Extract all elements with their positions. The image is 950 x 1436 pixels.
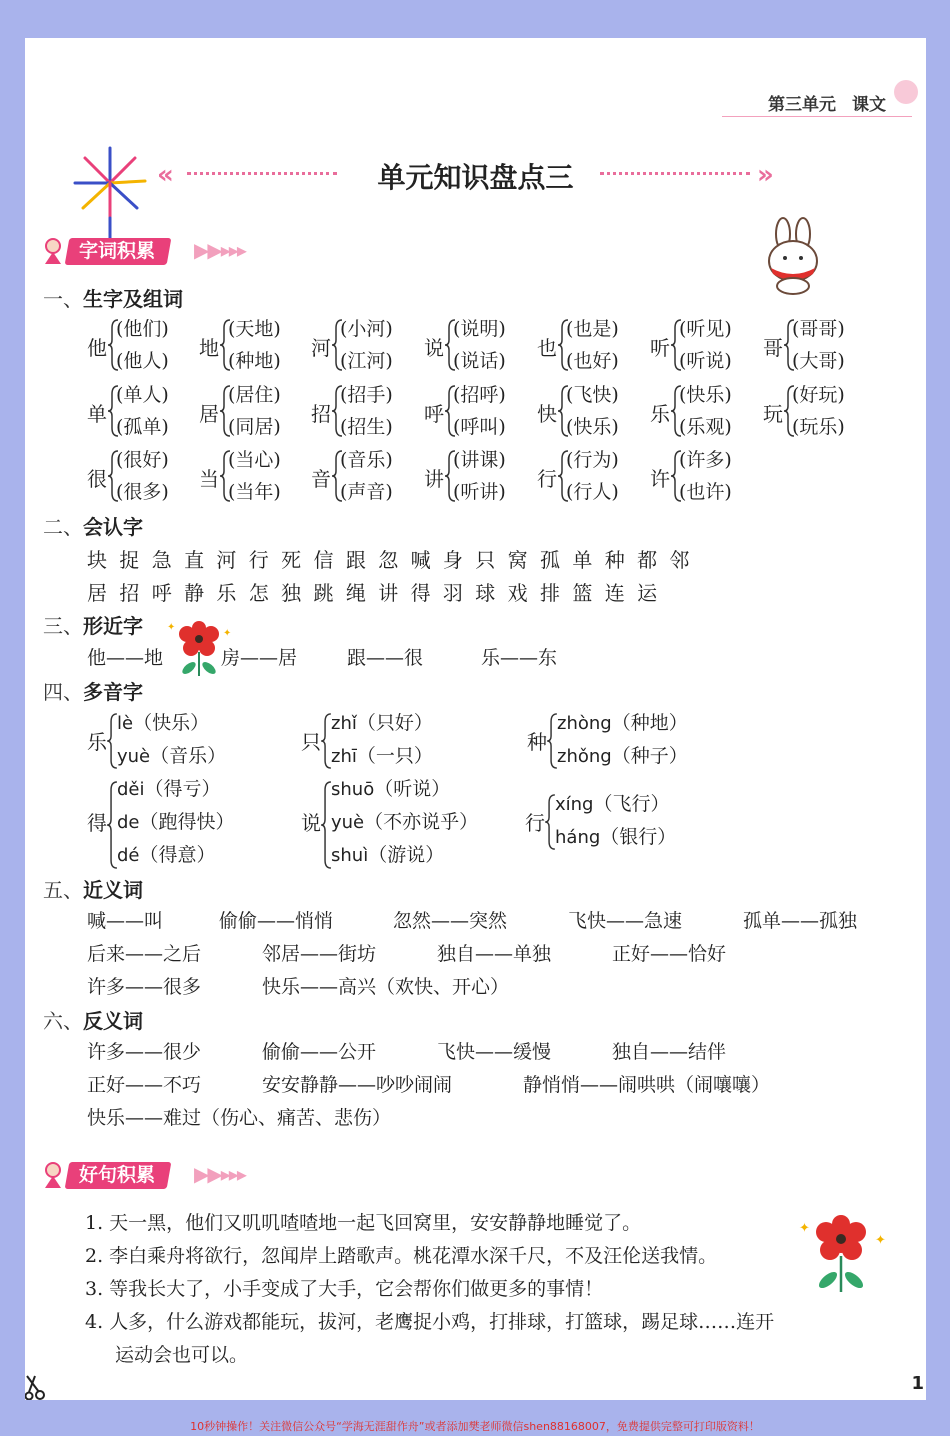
page — [25, 38, 926, 1400]
banner-word-label: 字词积累 — [79, 240, 156, 262]
header-decoration-icon — [894, 80, 918, 104]
antonym-pair: 快乐——难过（伤心、痛苦、悲伤） — [87, 1107, 392, 1129]
word-group: 乐 (快乐) (乐观) — [650, 384, 732, 438]
synonym-pair: 独自——单独 — [437, 943, 552, 965]
similar-chars-item: 房——居 — [221, 647, 298, 669]
similar-chars-item: 跟——很 — [347, 647, 424, 669]
antonym-pair: 独自——结伴 — [612, 1041, 727, 1063]
word-group: 单 (单人) (孤单) — [87, 384, 169, 438]
page-title: 单元知识盘点三 — [377, 161, 574, 194]
svg-text:✦: ✦ — [875, 1233, 886, 1248]
word-group: 他 (他们) (他人) — [87, 318, 169, 372]
title-dots-right — [600, 172, 750, 175]
antonym-pair: 许多——很少 — [87, 1041, 202, 1063]
banner-arrows-icon: ▶▶▸▸▸ — [194, 1162, 245, 1186]
banner-sentence-label: 好句积累 — [79, 1164, 156, 1186]
word-group: 地 (天地) (种地) — [199, 318, 281, 372]
sentence-item: 3. 等我长大了，小手变成了大手，它会帮你们做更多的事情！ — [85, 1278, 604, 1300]
section-heading-1: 一、生字及组词 — [43, 287, 183, 311]
word-group: 呼 (招呼) (呼叫) — [424, 384, 506, 438]
word-group: 哥 (哥哥) (大哥) — [763, 318, 845, 372]
word-group: 许 (许多) (也许) — [650, 449, 732, 503]
antonym-pair: 飞快——缓慢 — [437, 1041, 552, 1063]
svg-text:✦: ✦ — [223, 628, 232, 639]
synonym-pair: 后来——之后 — [87, 943, 202, 965]
word-group: 说 (说明) (说话) — [424, 318, 506, 372]
sentence-item: 1. 天一黑，他们又叽叽喳喳地一起飞回窝里，安安静静地睡觉了。 — [85, 1212, 642, 1234]
synonym-pair: 偷偷——悄悄 — [219, 910, 334, 932]
flower-icon — [795, 1210, 890, 1295]
bunny-icon — [753, 216, 833, 296]
section-label: 课文 — [852, 95, 886, 115]
sentence-item: 2. 李白乘舟将欲行，忽闻岸上踏歌声。桃花潭水深千尺，不及汪伦送我情。 — [85, 1245, 718, 1267]
similar-chars-item: 乐——东 — [481, 647, 558, 669]
synonym-pair: 孤单——孤独 — [743, 910, 858, 932]
synonym-pair: 正好——恰好 — [612, 943, 727, 965]
similar-chars-item: 他——地 — [87, 647, 164, 669]
word-group: 河 (小河) (江河) — [311, 318, 393, 372]
synonym-pair: 许多——很多 — [87, 976, 202, 998]
recognize-chars-line-1: 块 捉 急 直 河 行 死 信 跟 忽 喊 身 只 窝 孤 单 种 都 邻 — [87, 548, 693, 572]
word-group: 居 (居住) (同居) — [199, 384, 281, 438]
synonym-pair: 邻居——街坊 — [262, 943, 377, 965]
word-group: 音 (音乐) (声音) — [311, 449, 393, 503]
synonym-pair: 忽然——突然 — [393, 910, 508, 932]
antonym-pair: 正好——不巧 — [87, 1074, 202, 1096]
section-heading-2: 二、会认字 — [43, 515, 143, 539]
word-group: 当 (当心) (当年) — [199, 449, 281, 503]
polyphone-group: 乐 lè（快乐） yuè（音乐） — [87, 712, 227, 767]
polyphone-group: 得 děi（得亏） de（跑得快） dé（得意） — [87, 774, 287, 874]
header-underline — [722, 116, 912, 117]
sentence-item: 4. 人多，什么游戏都能玩，拔河，老鹰捉小鸡，打排球，打篮球，踢足球……连开 — [85, 1311, 775, 1333]
polyphone-group: 种 zhòng（种地） zhǒng（种子） — [527, 712, 688, 767]
page-header — [752, 90, 886, 115]
banner-sentence-accumulation — [39, 1160, 299, 1190]
word-group: 快 (飞快) (快乐) — [537, 384, 619, 438]
unit-label: 第三单元 — [768, 95, 836, 115]
recognize-chars-line-2: 居 招 呼 静 乐 怎 独 跳 绳 讲 得 羽 球 戏 排 篮 连 运 — [87, 581, 661, 605]
section-heading-4: 四、多音字 — [43, 680, 143, 704]
svg-text:✦: ✦ — [799, 1221, 810, 1236]
polyphone-group: 行 xíng（飞行） háng（银行） — [525, 793, 677, 848]
section-heading-3: 三、形近字 — [43, 614, 143, 638]
antonym-pair: 安安静静——吵吵闹闹 — [262, 1074, 453, 1096]
title-chevron-right-icon: » — [757, 160, 774, 190]
word-group: 讲 (讲课) (听讲) — [424, 449, 506, 503]
banner-arrows-icon: ▶▶▸▸▸ — [194, 238, 245, 262]
synonym-pair: 快乐——高兴（欢快、开心） — [262, 976, 510, 998]
word-group: 听 (听见) (听说) — [650, 318, 732, 372]
word-group: 玩 (好玩) (玩乐) — [763, 384, 845, 438]
polyphone-group: 只 zhǐ（只好） zhī（一只） — [301, 712, 433, 767]
synonym-pair: 喊——叫 — [87, 910, 164, 932]
word-group: 行 (行为) (行人) — [537, 449, 619, 503]
page-number: 1 — [911, 1373, 924, 1394]
svg-text:✦: ✦ — [167, 622, 176, 633]
synonym-pair: 飞快——急速 — [568, 910, 683, 932]
section-heading-6: 六、反义词 — [43, 1009, 143, 1033]
word-group: 也 (也是) (也好) — [537, 318, 619, 372]
word-group: 很 (很好) (很多) — [87, 449, 169, 503]
polyphone-group: 说 shuō（听说） yuè（不亦说乎） shuì（游说） — [301, 774, 521, 874]
sentence-item-continuation: 运动会也可以。 — [115, 1344, 249, 1366]
title-chevron-left-icon: « — [157, 160, 174, 190]
banner-word-accumulation — [39, 236, 299, 266]
word-group: 招 (招手) (招生) — [311, 384, 393, 438]
antonym-pair: 静悄悄——闹哄哄（闹嚷嚷） — [523, 1074, 771, 1096]
antonym-pair: 偷偷——公开 — [262, 1041, 377, 1063]
section-heading-5: 五、近义词 — [43, 878, 143, 902]
footer-notice: 10秒钟操作！关注微信公众号“学海无涯甜作舟”或者添加樊老师微信shen88168007，免费提供完整可打印版资料！ — [190, 1420, 760, 1433]
scissors-icon — [25, 1374, 51, 1400]
